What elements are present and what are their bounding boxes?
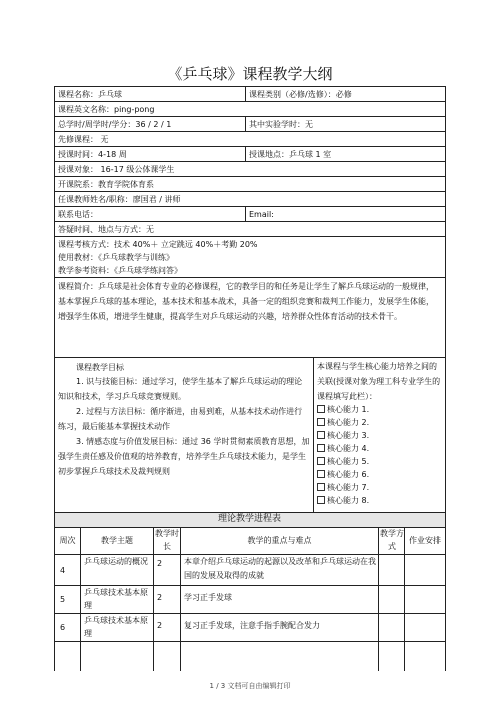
checkbox-icon (317, 418, 325, 426)
row-hours: 2 (157, 559, 163, 568)
row-focus: 复习正手发球，注意手指手腕配合发力 (184, 621, 320, 630)
ability-item[interactable]: 核心能力 3. (317, 430, 369, 441)
hours-credits: 总学时/周学时/学分：36 / 2 / 1 (58, 120, 172, 129)
row-topic: 乒乓球技术基本原理 (84, 588, 148, 610)
department: 开课院系：教育学院体育系 (58, 180, 154, 189)
row-focus: 本章介绍乒乓球运动的起源以及改革和乒乓球运动在我国的发展及取得的成就 (184, 557, 376, 580)
col-header-week: 周次 (59, 536, 76, 545)
teacher: 任课教师姓名/职称：廖国君 / 讲师 (58, 195, 181, 204)
qa-info: 答疑时间、地点与方式：无 (58, 225, 154, 234)
col-header-topic: 教学主题 (101, 536, 133, 545)
email: Email: (249, 210, 274, 219)
course-name: 课程名称：乒乓球 (58, 90, 122, 99)
teach-place: 授课地点：乒乓球 1 室 (249, 150, 332, 159)
ability-item[interactable]: 核心能力 2. (317, 417, 369, 428)
row-week: 4 (60, 566, 66, 575)
row-hours: 2 (157, 621, 163, 630)
row-topic: 乒乓球运动的概况 (84, 557, 148, 566)
checkbox-icon (317, 457, 325, 465)
col-header-method: 教学方式 (380, 529, 404, 551)
prerequisite: 先修课程： 无 (58, 135, 109, 144)
textbook: 使用教材：《乒乓球教学与训练》 (58, 253, 174, 262)
lab-hours: 其中实验学时：无 (249, 120, 313, 129)
row-week: 5 (60, 595, 66, 604)
ability-relation: 本课程与学生核心能力培养之间的关联(授课对象为理工科专业学生的课程填写此栏）： (317, 362, 441, 401)
objective-3: 3. 情感态度与价值发展目标：通过 36 学时贯彻素质教育思想，加强学生责任感及价值观的培养教育，培养学生乒乓球技术能力，是学生初步掌握乒乓球技术及裁判规则 (58, 437, 310, 476)
checkbox-icon (317, 496, 325, 504)
teach-time: 授课时间：4-18 周 (58, 150, 127, 159)
ability-item[interactable]: 核心能力 6. (317, 469, 369, 480)
row-topic: 乒乓球技术基本原理 (84, 616, 148, 638)
assessment: 课程考核方式：技术 40%＋ 立定跳远 40%＋考勤 20% (58, 240, 258, 249)
ability-item[interactable]: 核心能力 1. (317, 404, 369, 415)
row-week: 6 (60, 623, 66, 632)
phone: 联系电话： (58, 210, 98, 219)
ability-item[interactable]: 核心能力 8. (317, 495, 369, 506)
page-footer: 1 / 3 文档可自由编辑打印 (209, 682, 291, 690)
checkbox-icon (317, 483, 325, 491)
ability-item[interactable]: 核心能力 4. (317, 443, 369, 454)
schedule-heading: 理论教学进程表 (217, 514, 281, 524)
checkbox-icon (317, 470, 325, 478)
course-type: 课程类别（必修/选修）：必修 (249, 90, 352, 99)
course-intro: 课程简介：乒乓球是社会体育专业的必修课程，它的教学目的和任务是让学生了解乒乓球运动的一般规律，基本掌握乒乓球的基本理论，基本技术和基本战术，具备一定的组织竞赛和裁判工作能力，发展学生体能，增强学生体质，增进学生健康，提高学生对乒乓球运动的兴趣，培养群众性体育活动的技术骨干。 (58, 282, 434, 321)
col-header-homework: 作业安排 (409, 536, 441, 545)
reference: 教学参考资料：《乒乓球学练问答》 (58, 266, 182, 275)
checkbox-icon (317, 444, 325, 452)
row-focus: 学习正手发球 (184, 593, 232, 602)
english-name: 课程英文名称：ping-pong (58, 105, 155, 114)
col-header-focus: 教学的重点与难点 (247, 536, 312, 545)
document-title: 《乒乓球》课程教学大纲 (167, 65, 333, 83)
checkbox-icon (317, 431, 325, 439)
row-hours: 2 (157, 593, 163, 602)
objective-1: 1. 识与技能目标：通过学习，使学生基本了解乒乓球运动的理论知识和技术，学习乒乓球竞赛规则。 (58, 377, 303, 401)
target-students: 授课对象： 16-17 级公体课学生 (58, 165, 175, 174)
ability-item[interactable]: 核心能力 5. (317, 456, 369, 467)
checkbox-icon (317, 405, 325, 413)
objective-2: 2. 过程与方法目标：循序渐进，由易到难，从基本技术动作进行练习，最后能基本掌握技术动作 (58, 407, 303, 431)
ability-item[interactable]: 核心能力 7. (317, 482, 369, 493)
col-header-hours: 教学时长 (155, 529, 179, 551)
objectives-heading: 课程教学目标 (76, 363, 124, 372)
